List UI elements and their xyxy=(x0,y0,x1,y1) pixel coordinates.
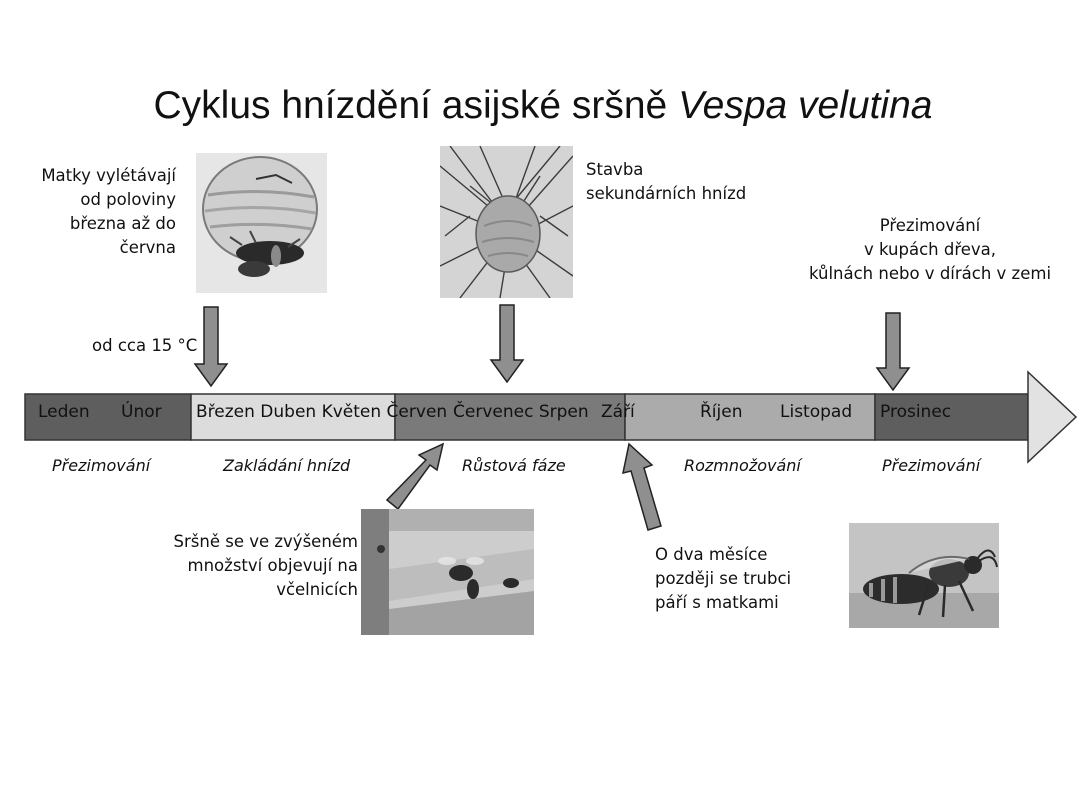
note-hornets-at-apiaries: Sršně se ve zvýšeném množství objevují na včelnicích xyxy=(173,532,358,599)
month-october: Říjen xyxy=(700,402,743,422)
primary-nest-photo xyxy=(196,153,327,293)
month-september: Září xyxy=(601,402,635,422)
secondary-nest-photo xyxy=(440,146,573,298)
note-overwintering-places: Přezimování v kupách dřeva, kůlnách nebo v dírách v zemi xyxy=(808,216,1052,283)
phase-growth: Růstová fáze xyxy=(462,456,566,475)
hornets-at-hive-photo xyxy=(361,509,534,635)
phase-overwintering-start: Přezimování xyxy=(52,456,151,475)
month-january: Leden xyxy=(38,402,90,422)
down-arrow-december xyxy=(877,313,909,390)
down-arrow-july xyxy=(491,305,523,382)
title-species: Vespa velutina xyxy=(678,84,933,127)
note-queens-emerge: Matky vylétávají od poloviny března až do června xyxy=(41,166,176,257)
months-july-august: Červenec Srpen xyxy=(453,402,589,422)
up-arrow-september xyxy=(623,444,661,530)
month-december: Prosinec xyxy=(880,402,952,422)
up-arrow-june xyxy=(387,444,443,509)
down-arrow-march xyxy=(195,307,227,386)
timeline-arrowhead xyxy=(1028,372,1076,462)
phase-nest-founding: Zakládání hnízd xyxy=(223,456,351,475)
title-main: Cyklus hnízdění asijské sršně xyxy=(153,84,668,127)
note-secondary-nests: Stavba sekundárních hnízd xyxy=(586,160,747,203)
months-march-to-june: Březen Duben Květen Červen xyxy=(196,402,448,422)
month-november: Listopad xyxy=(780,402,853,422)
note-temperature: od cca 15 °C xyxy=(92,336,198,355)
month-february: Únor xyxy=(121,402,162,422)
hornet-photo xyxy=(849,523,999,628)
note-drones-mate: O dva měsíce později se trubci páří s matkami xyxy=(655,545,792,612)
phase-overwintering-end: Přezimování xyxy=(882,456,981,475)
phase-reproduction: Rozmnožování xyxy=(684,456,801,475)
